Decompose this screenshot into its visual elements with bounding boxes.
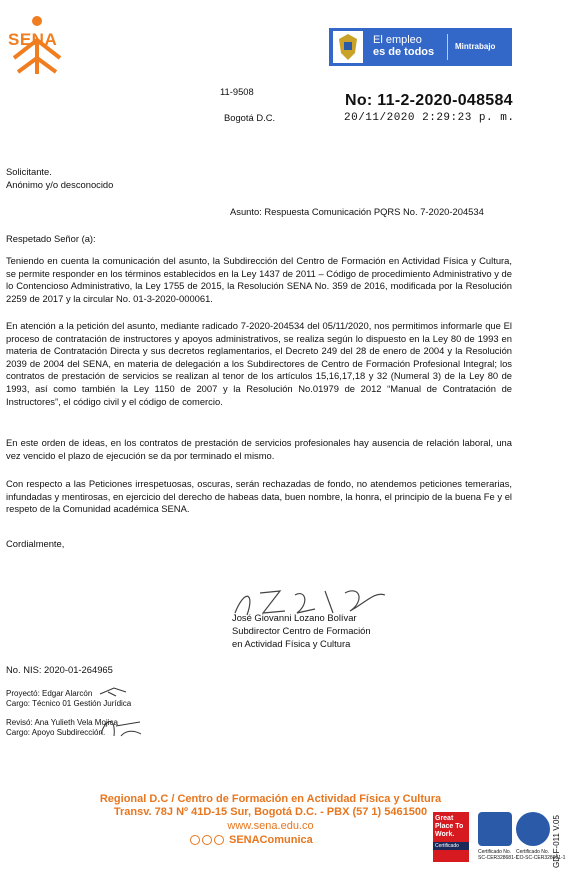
cert2-label: Certificado No. bbox=[516, 849, 550, 855]
sena-logo-text: SENA bbox=[8, 30, 58, 49]
initials-mark bbox=[98, 684, 128, 698]
recipient-line2: Anónimo y/o desconocido bbox=[6, 179, 114, 190]
cert2-code: CO-SC-CER328681-1 bbox=[516, 855, 566, 861]
footer-web-link[interactable]: www.sena.edu.co bbox=[227, 820, 314, 832]
government-banner bbox=[329, 28, 512, 66]
footer-social bbox=[190, 834, 313, 846]
paragraph-2: En atención a la petición del asunto, mediante radicado 7-2020-204534 del 05/11/2020, nos permitimos informarle que El proceso de contratación de instructores y apoyos administrativos, se realiza según lo dispuesto en la Ley 80 de 1993 en materia de Contratación Directa y sus decretos reglamentarios, el Decreto 249 del 28 de enero de 2004 y la Resolución 2039 de 2004 del SENA, en materia de delegación a los Subdirectores de Centro de Formación Profesional Integral; los contratos de prestación de servicios se realizan al tenor de los artículos 15,16,17,18 y 32 (Numeral 3) de la Ley 80 de 1993, así como también la Ley 1150 de 2007 y la Resolución No.01979 de 2012 “Manual de Contratación de Instructores”, el código civil y el código de comercio. bbox=[6, 320, 512, 407]
icontec-iso-icon bbox=[478, 812, 512, 846]
colombia-crest-icon bbox=[333, 31, 363, 63]
signer-title-line1: Subdirector Centro de Formación bbox=[232, 625, 371, 636]
letter-code: 11-9508 bbox=[220, 86, 254, 97]
twitter-icon[interactable] bbox=[190, 835, 200, 845]
form-code: GD-F-011 V.05 bbox=[552, 815, 561, 868]
reviewed-by: Revisó: Ana Yulieth Vela Mojica bbox=[6, 718, 118, 727]
letter-city: Bogotá D.C. bbox=[224, 112, 276, 123]
banner-divider bbox=[447, 34, 448, 60]
gov-slogan-line1: El empleo bbox=[373, 34, 422, 46]
gptw-certified: Certificado bbox=[433, 842, 469, 850]
cert1-code: SC-CER328681-1 bbox=[478, 855, 519, 861]
paragraph-4: Con respecto a las Peticiones irrespetuosas, oscuras, serán rechazadas de fondo, no atendemos peticiones temerarias, infundadas y mentirosas, en ejercicio del derecho de habeas data, buen nombre, la honra, el principio de la buena Fe y el respeto de la Comunidad académica SENA. bbox=[6, 478, 512, 515]
initials-mark bbox=[96, 712, 146, 742]
facebook-icon[interactable] bbox=[214, 835, 224, 845]
ministry-label: Mintrabajo bbox=[455, 42, 496, 51]
great-place-to-work-badge bbox=[433, 812, 469, 862]
paragraph-3: En este orden de ideas, en los contratos de prestación de servicios profesionales hay ausencia de relación laboral, una vez vencido el plazo de ejecución se da por terminado el mismo. bbox=[6, 437, 512, 461]
iqnet-certified-icon bbox=[516, 812, 550, 846]
signer-title-line2: en Actividad Física y Cultura bbox=[232, 638, 351, 649]
footer-address: Transv. 78J Nº 41D-15 Sur, Bogotá D.C. - PBX (57 1) 5461500 bbox=[113, 806, 428, 818]
form-code-wrap bbox=[552, 788, 566, 868]
letter-subject: Asunto: Respuesta Comunicación PQRS No. 7-2020-204534 bbox=[230, 206, 484, 217]
footer-regional: Regional D.C / Centro de Formación en Actividad Física y Cultura bbox=[99, 793, 442, 805]
gov-slogan-line2: es de todos bbox=[373, 46, 435, 58]
salutation: Respetado Señor (a): bbox=[6, 233, 96, 244]
prepared-role: Cargo: Técnico 01 Gestión Jurídica bbox=[6, 699, 132, 708]
closing: Cordialmente, bbox=[6, 538, 65, 549]
radicado-number: No: 11-2-2020-048584 bbox=[345, 92, 513, 109]
sena-logo bbox=[6, 14, 68, 78]
cert1-label: Certificado No. bbox=[478, 849, 512, 855]
radicado-date: 20/11/2020 2:29:23 p. m. bbox=[344, 112, 515, 124]
gptw-text: Great Place To Work. bbox=[435, 815, 464, 838]
recipient-line1: Solicitante. bbox=[6, 166, 52, 177]
reviewed-role: Cargo: Apoyo Subdirección. bbox=[6, 728, 106, 737]
nis-number: No. NIS: 2020-01-264965 bbox=[6, 664, 113, 675]
instagram-icon[interactable] bbox=[202, 835, 212, 845]
signer-name: José Giovanni Lozano Bolívar bbox=[232, 612, 357, 623]
social-handle: SENAComunica bbox=[229, 834, 313, 846]
prepared-by: Proyectó: Edgar Alarcón bbox=[6, 689, 93, 698]
paragraph-1: Teniendo en cuenta la comunicación del asunto, la Subdirección del Centro de Formación en Actividad Física y Cultura, se permite responder en los términos establecidos en la Ley 1437 de 2011 – Código de procedimiento Administrativo y de lo Contencioso Administrativo, la Ley 1755 de 2015, la Resolución SENA No. 359 de 2016, modificada por la Resolución 2259 de 2017 y la circular No. 01-3-2020-000061. bbox=[6, 255, 512, 304]
